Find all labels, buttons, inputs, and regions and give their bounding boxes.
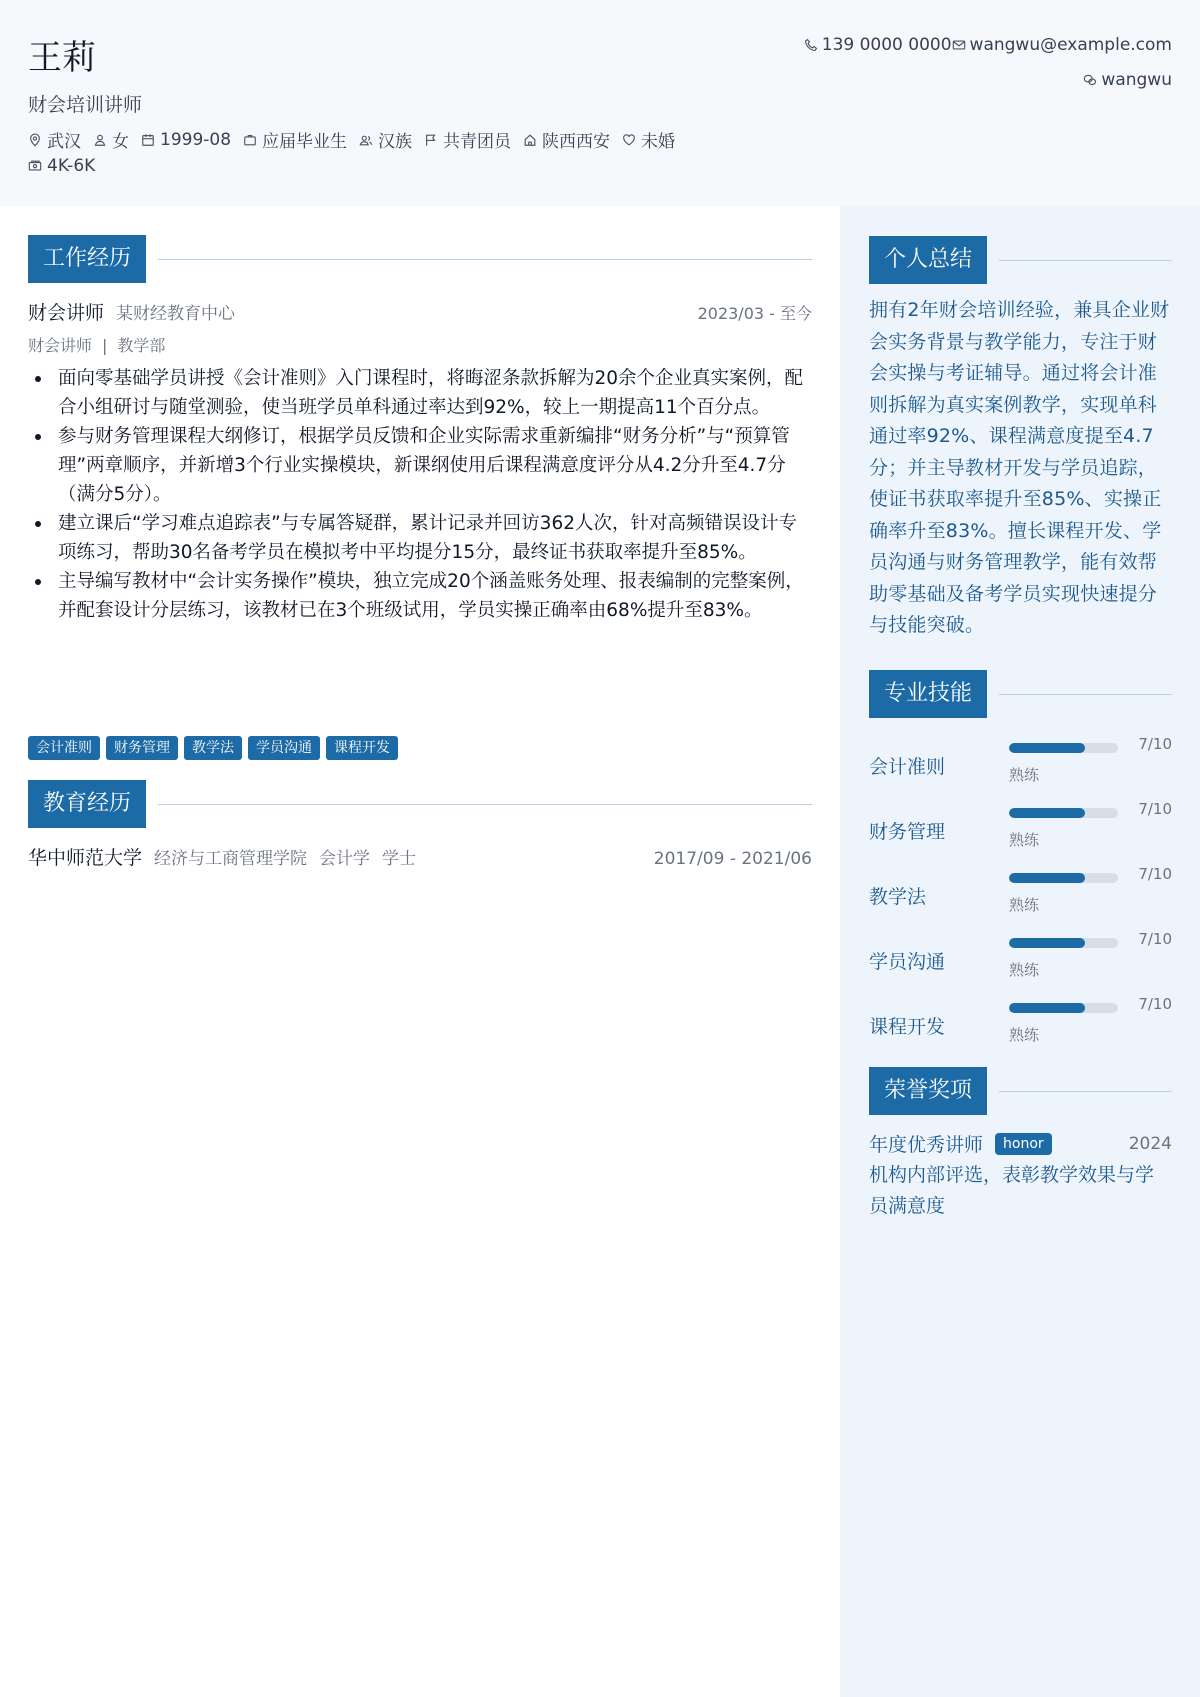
skills-section-header	[869, 670, 1172, 718]
summary-section-title: 个人总结	[869, 236, 987, 284]
achievement-item: 面向零基础学员讲授《会计准则》入门课程时，将晦涩条款拆解为20余个企业真实案例，配合小组研讨与随堂测验，使当班学员单科通过率达到92%，较上一期提高11个百分点。	[28, 364, 812, 422]
achievement-item: 参与财务管理课程大纲修订，根据学员反馈和企业实际需求重新编排“财务分析”与“预算管理”两章顺序，并新增3个行业实操模块，新课纲使用后课程满意度评分从4.2分升至4.7分（满分5分）。	[28, 422, 812, 509]
skill-score: 7/10	[1138, 800, 1172, 818]
job-achievements	[28, 364, 812, 625]
person-icon	[93, 133, 107, 147]
honor-year: 2024	[1128, 1133, 1172, 1154]
wechat-row	[1083, 70, 1172, 90]
job-role: 财会讲师	[28, 302, 105, 324]
honor-badge: honor	[995, 1133, 1052, 1155]
skill-row	[869, 927, 1172, 987]
meta-salary: 4K-6K	[28, 156, 95, 176]
skill-tag: 课程开发	[326, 736, 398, 760]
candidate-name: 王莉	[28, 38, 96, 78]
job-header	[28, 298, 812, 325]
meta-marital: 未婚	[622, 127, 675, 152]
achievement-item: 主导编写教材中“会计实务操作”模块，独立完成20个涵盖账务处理、报表编制的完整案例，并配套设计分层练习，该教材已在3个班级试用，学员实操正确率由68%提升至83%。	[28, 567, 812, 625]
skill-name: 学员沟通	[869, 951, 946, 973]
education-section-header	[28, 780, 812, 828]
job-subline	[28, 333, 165, 356]
college-name: 经济与工商管理学院	[154, 849, 308, 869]
skill-level: 熟练	[1009, 896, 1040, 914]
summary-text: 拥有2年财会培训经验，兼具企业财会实务背景与教学能力，专注于财会实操与考证辅导。通过将会计准则拆解为真实案例教学，实现单科通过率92%、课程满意度提至4.7分；并主导教材开发与学员追踪，使证书获取率提升至85%、实操正确率升至83%。擅长课程开发、学员沟通与财务管理教学，能有效帮助零基础及备考学员实现快速提分与技能突破。	[869, 299, 1170, 636]
skill-score: 7/10	[1138, 930, 1172, 948]
job-sub-separator: |	[102, 336, 108, 355]
meta-hometown: 陕西西安	[523, 127, 610, 152]
skill-name: 课程开发	[869, 1016, 946, 1038]
skill-bar	[1009, 1003, 1118, 1013]
skill-score: 7/10	[1138, 735, 1172, 753]
education-entry	[28, 843, 812, 870]
skill-tag: 学员沟通	[248, 736, 320, 760]
skill-bar	[1009, 808, 1118, 818]
email-address[interactable]: wangwu@example.com	[969, 35, 1172, 55]
skill-level: 熟练	[1009, 831, 1040, 849]
education-section-title: 教育经历	[28, 780, 146, 828]
skill-bar	[1009, 938, 1118, 948]
resume-header	[0, 0, 1200, 206]
honors-section-header	[869, 1067, 1172, 1115]
achievement-item: 建立课后“学习难点追踪表”与专属答疑群，累计记录并回访362人次，针对高频错误设计专项练习，帮助30名备考学员在模拟考中平均提分15分，最终证书获取率提升至85%。	[28, 509, 812, 567]
skill-bar	[1009, 743, 1118, 753]
education-details	[154, 844, 428, 869]
flag-icon	[424, 133, 438, 147]
meta-ethnicity: 汉族	[359, 127, 412, 152]
meta-birth: 1999-08	[141, 130, 231, 150]
skill-tags	[28, 736, 404, 760]
skill-row	[869, 732, 1172, 792]
meta-gender: 女	[93, 127, 129, 152]
section-divider	[158, 804, 812, 805]
skill-name: 教学法	[869, 886, 927, 908]
skill-bar-fill	[1009, 873, 1085, 883]
skills-section-title: 专业技能	[869, 670, 987, 718]
section-divider	[158, 259, 812, 260]
skill-level: 熟练	[1009, 766, 1040, 784]
salary-row	[28, 156, 107, 176]
people-icon	[359, 133, 373, 147]
skill-bar-fill	[1009, 743, 1085, 753]
home-icon	[523, 133, 537, 147]
skill-row	[869, 797, 1172, 857]
work-section-title: 工作经历	[28, 235, 146, 283]
section-divider	[999, 694, 1172, 695]
money-icon	[28, 159, 42, 173]
skill-tag: 财务管理	[106, 736, 178, 760]
meta-location: 武汉	[28, 127, 81, 152]
skill-score: 7/10	[1138, 865, 1172, 883]
school-name: 华中师范大学	[28, 847, 143, 869]
briefcase-icon	[243, 133, 257, 147]
honors-section-title: 荣誉奖项	[869, 1067, 987, 1115]
skill-row	[869, 992, 1172, 1052]
heart-icon	[622, 133, 636, 147]
meta-status: 应届毕业生	[243, 127, 347, 152]
skill-name: 财务管理	[869, 821, 946, 843]
honor-name: 年度优秀讲师	[869, 1134, 984, 1156]
section-divider	[999, 1091, 1172, 1092]
wechat-id[interactable]: wangwu	[1101, 70, 1172, 90]
mail-icon	[952, 38, 966, 52]
work-section-header	[28, 235, 812, 283]
degree-name: 学士	[382, 849, 417, 869]
skill-bar-fill	[1009, 938, 1085, 948]
wechat-icon	[1083, 73, 1097, 87]
meta-political: 共青团员	[424, 127, 511, 152]
major-name: 会计学	[319, 849, 371, 869]
phone-number[interactable]: 139 0000 0000	[821, 35, 952, 55]
candidate-title: 财会培训讲师	[28, 94, 143, 116]
calendar-icon	[141, 133, 155, 147]
personal-info-row	[28, 127, 687, 152]
skill-bar-fill	[1009, 1003, 1085, 1013]
skill-row	[869, 862, 1172, 922]
job-company: 某财经教育中心	[116, 304, 236, 324]
location-icon	[28, 133, 42, 147]
honor-description: 机构内部评选，表彰教学效果与学员满意度	[869, 1164, 1155, 1217]
section-divider	[999, 260, 1172, 261]
skill-score: 7/10	[1138, 995, 1172, 1013]
job-sub-role: 财会讲师	[28, 336, 93, 355]
skill-tag: 教学法	[184, 736, 242, 760]
skill-name: 会计准则	[869, 756, 946, 778]
job-department: 教学部	[117, 336, 166, 355]
skill-tag: 会计准则	[28, 736, 100, 760]
honor-entry	[869, 1130, 1172, 1157]
summary-section-header	[869, 236, 1172, 284]
skill-level: 熟练	[1009, 961, 1040, 979]
skill-level: 熟练	[1009, 1026, 1040, 1044]
phone-icon	[804, 38, 818, 52]
contact-row	[804, 35, 1172, 55]
skill-bar-fill	[1009, 808, 1085, 818]
education-date: 2017/09 - 2021/06	[653, 849, 812, 869]
skill-bar	[1009, 873, 1118, 883]
job-date: 2023/03 - 至今	[697, 304, 812, 323]
